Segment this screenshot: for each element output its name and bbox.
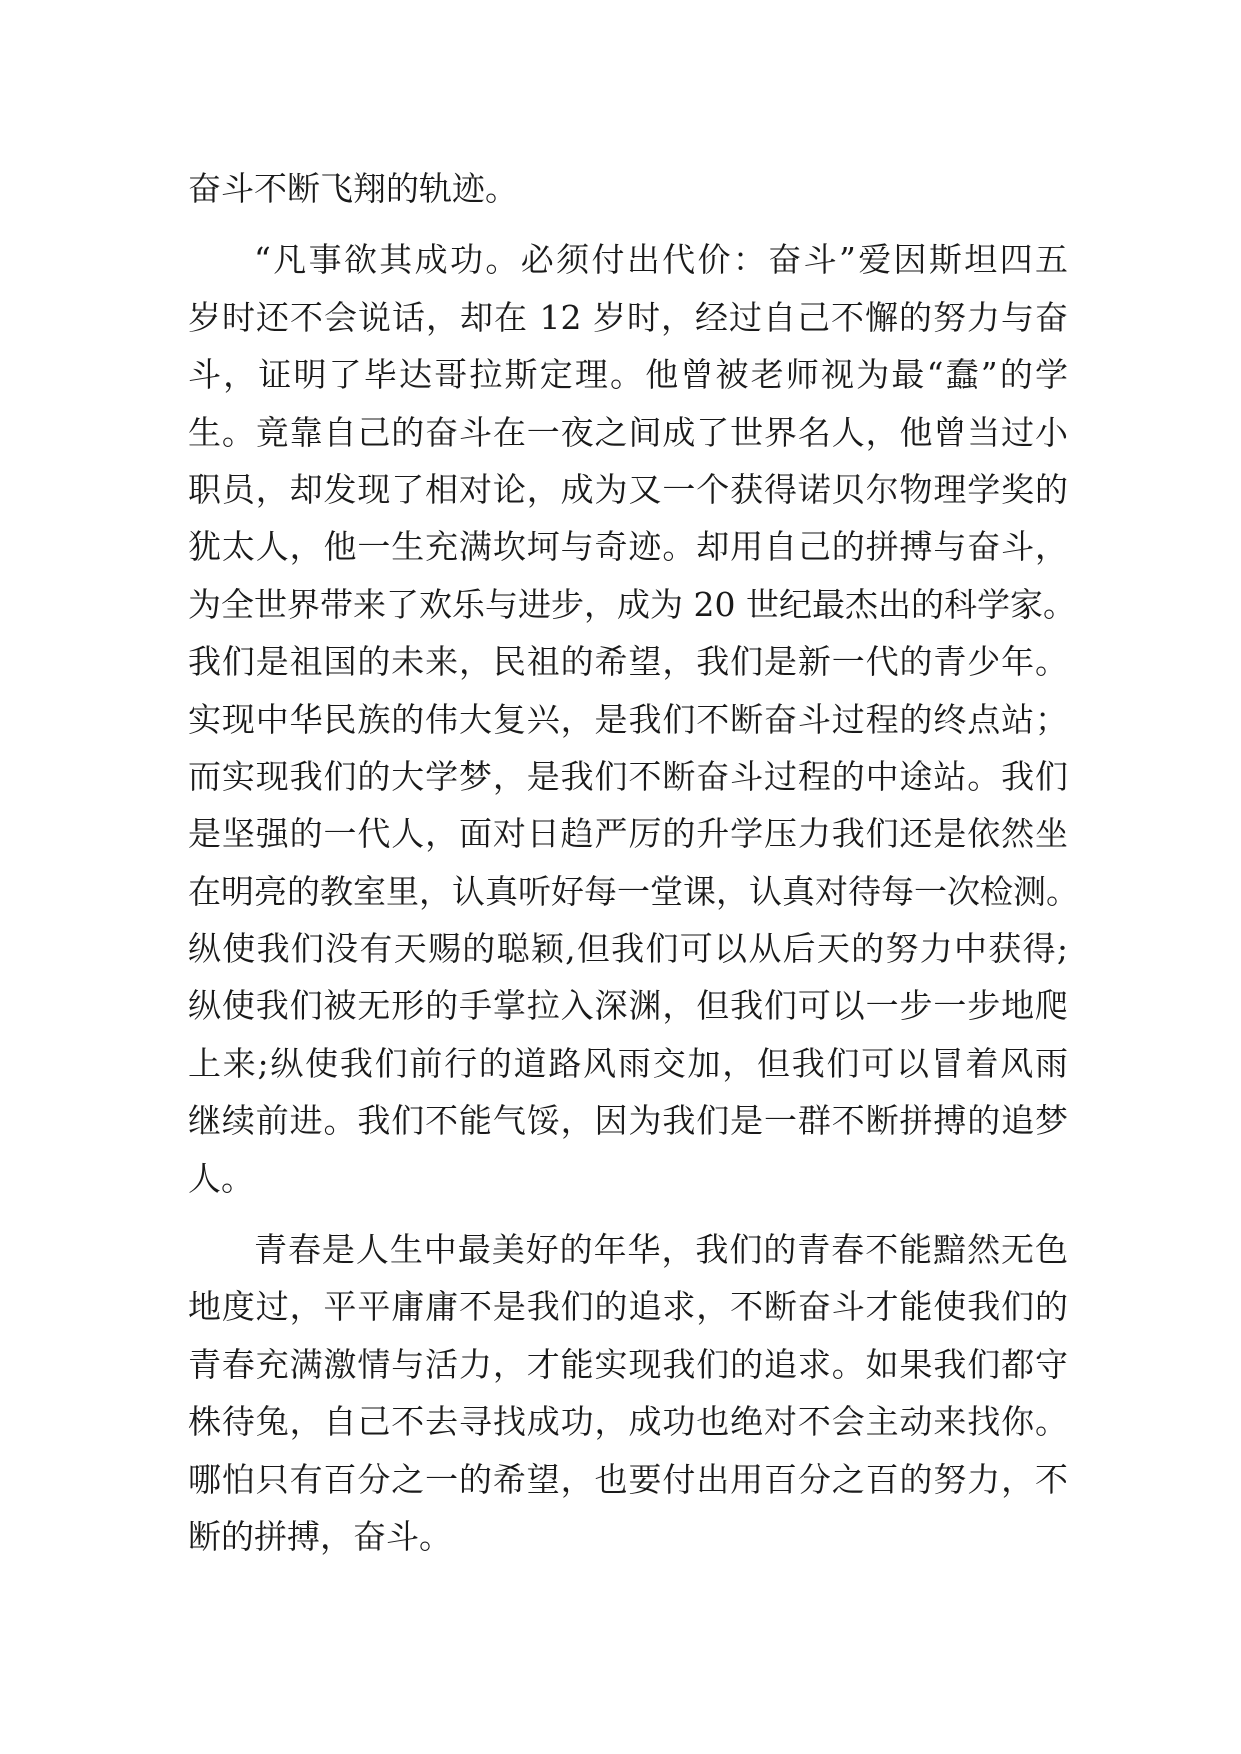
text-line: 岁时还不会说话，却在 12 岁时，经过自己不懈的努力与奋 <box>188 297 1068 337</box>
paragraph-gap <box>188 1207 1068 1221</box>
text-line: 犹太人，他一生充满坎坷与奇迹。却用自己的拼搏与奋斗， <box>188 527 1068 567</box>
text-line: 纵使我们被无形的手掌拉入深渊，但我们可以一步一步地爬 <box>188 986 1068 1026</box>
text-line: 人。 <box>188 1158 254 1198</box>
paragraph-2 <box>188 231 1079 1207</box>
text-line: 断的拼搏，奋斗。 <box>188 1516 452 1556</box>
text-line: 上来;纵使我们前行的道路风雨交加，但我们可以冒着风雨 <box>188 1043 1068 1083</box>
text-line: 哪怕只有百分之一的希望，也要付出用百分之百的努力，不 <box>188 1459 1068 1499</box>
text-line: 我们是祖国的未来，民祖的希望，我们是新一代的青少年。 <box>188 642 1068 682</box>
text-line: 斗，证明了毕达哥拉斯定理。他曾被老师视为最“蠢”的学 <box>188 355 1068 395</box>
text-line: 青春是人生中最美好的年华，我们的青春不能黯然无色 <box>254 1230 1068 1270</box>
text-line: 在明亮的教室里，认真听好每一堂课，认真对待每一次检测。 <box>188 871 1079 911</box>
text-line: 是坚强的一代人，面对日趋严厉的升学压力我们还是依然坐 <box>188 814 1068 854</box>
text-line: 继续前进。我们不能气馁，因为我们是一群不断拼搏的追梦 <box>188 1101 1068 1141</box>
text-line: 而实现我们的大学梦，是我们不断奋斗过程的中途站。我们 <box>188 756 1068 796</box>
body-text <box>188 160 1079 1565</box>
text-line: “凡事欲其成功。必须付出代价：奋斗”爱因斯坦四五 <box>254 240 1068 280</box>
text-line: 青春充满激情与活力，才能实现我们的追求。如果我们都守 <box>188 1344 1068 1384</box>
paragraph-3 <box>188 1221 1068 1565</box>
text-line: 奋斗不断飞翔的轨迹。 <box>188 169 518 208</box>
text-line: 生。竟靠自己的奋斗在一夜之间成了世界名人，他曾当过小 <box>188 412 1068 452</box>
text-line: 纵使我们没有天赐的聪颖,但我们可以从后天的努力中获得; <box>188 929 1068 969</box>
text-line: 为全世界带来了欢乐与进步，成为 20 世纪最杰出的科学家。 <box>188 584 1076 624</box>
text-line: 株待兔，自己不去寻找成功，成功也绝对不会主动来找你。 <box>188 1402 1068 1442</box>
text-line: 职员，却发现了相对论，成为又一个获得诺贝尔物理学奖的 <box>188 469 1068 509</box>
paragraph-1 <box>188 160 1068 217</box>
text-line: 实现中华民族的伟大复兴，是我们不断奋斗过程的终点站； <box>188 699 1068 739</box>
paragraph-gap <box>188 217 1068 231</box>
text-line: 地度过，平平庸庸不是我们的追求，不断奋斗才能使我们的 <box>188 1287 1068 1327</box>
